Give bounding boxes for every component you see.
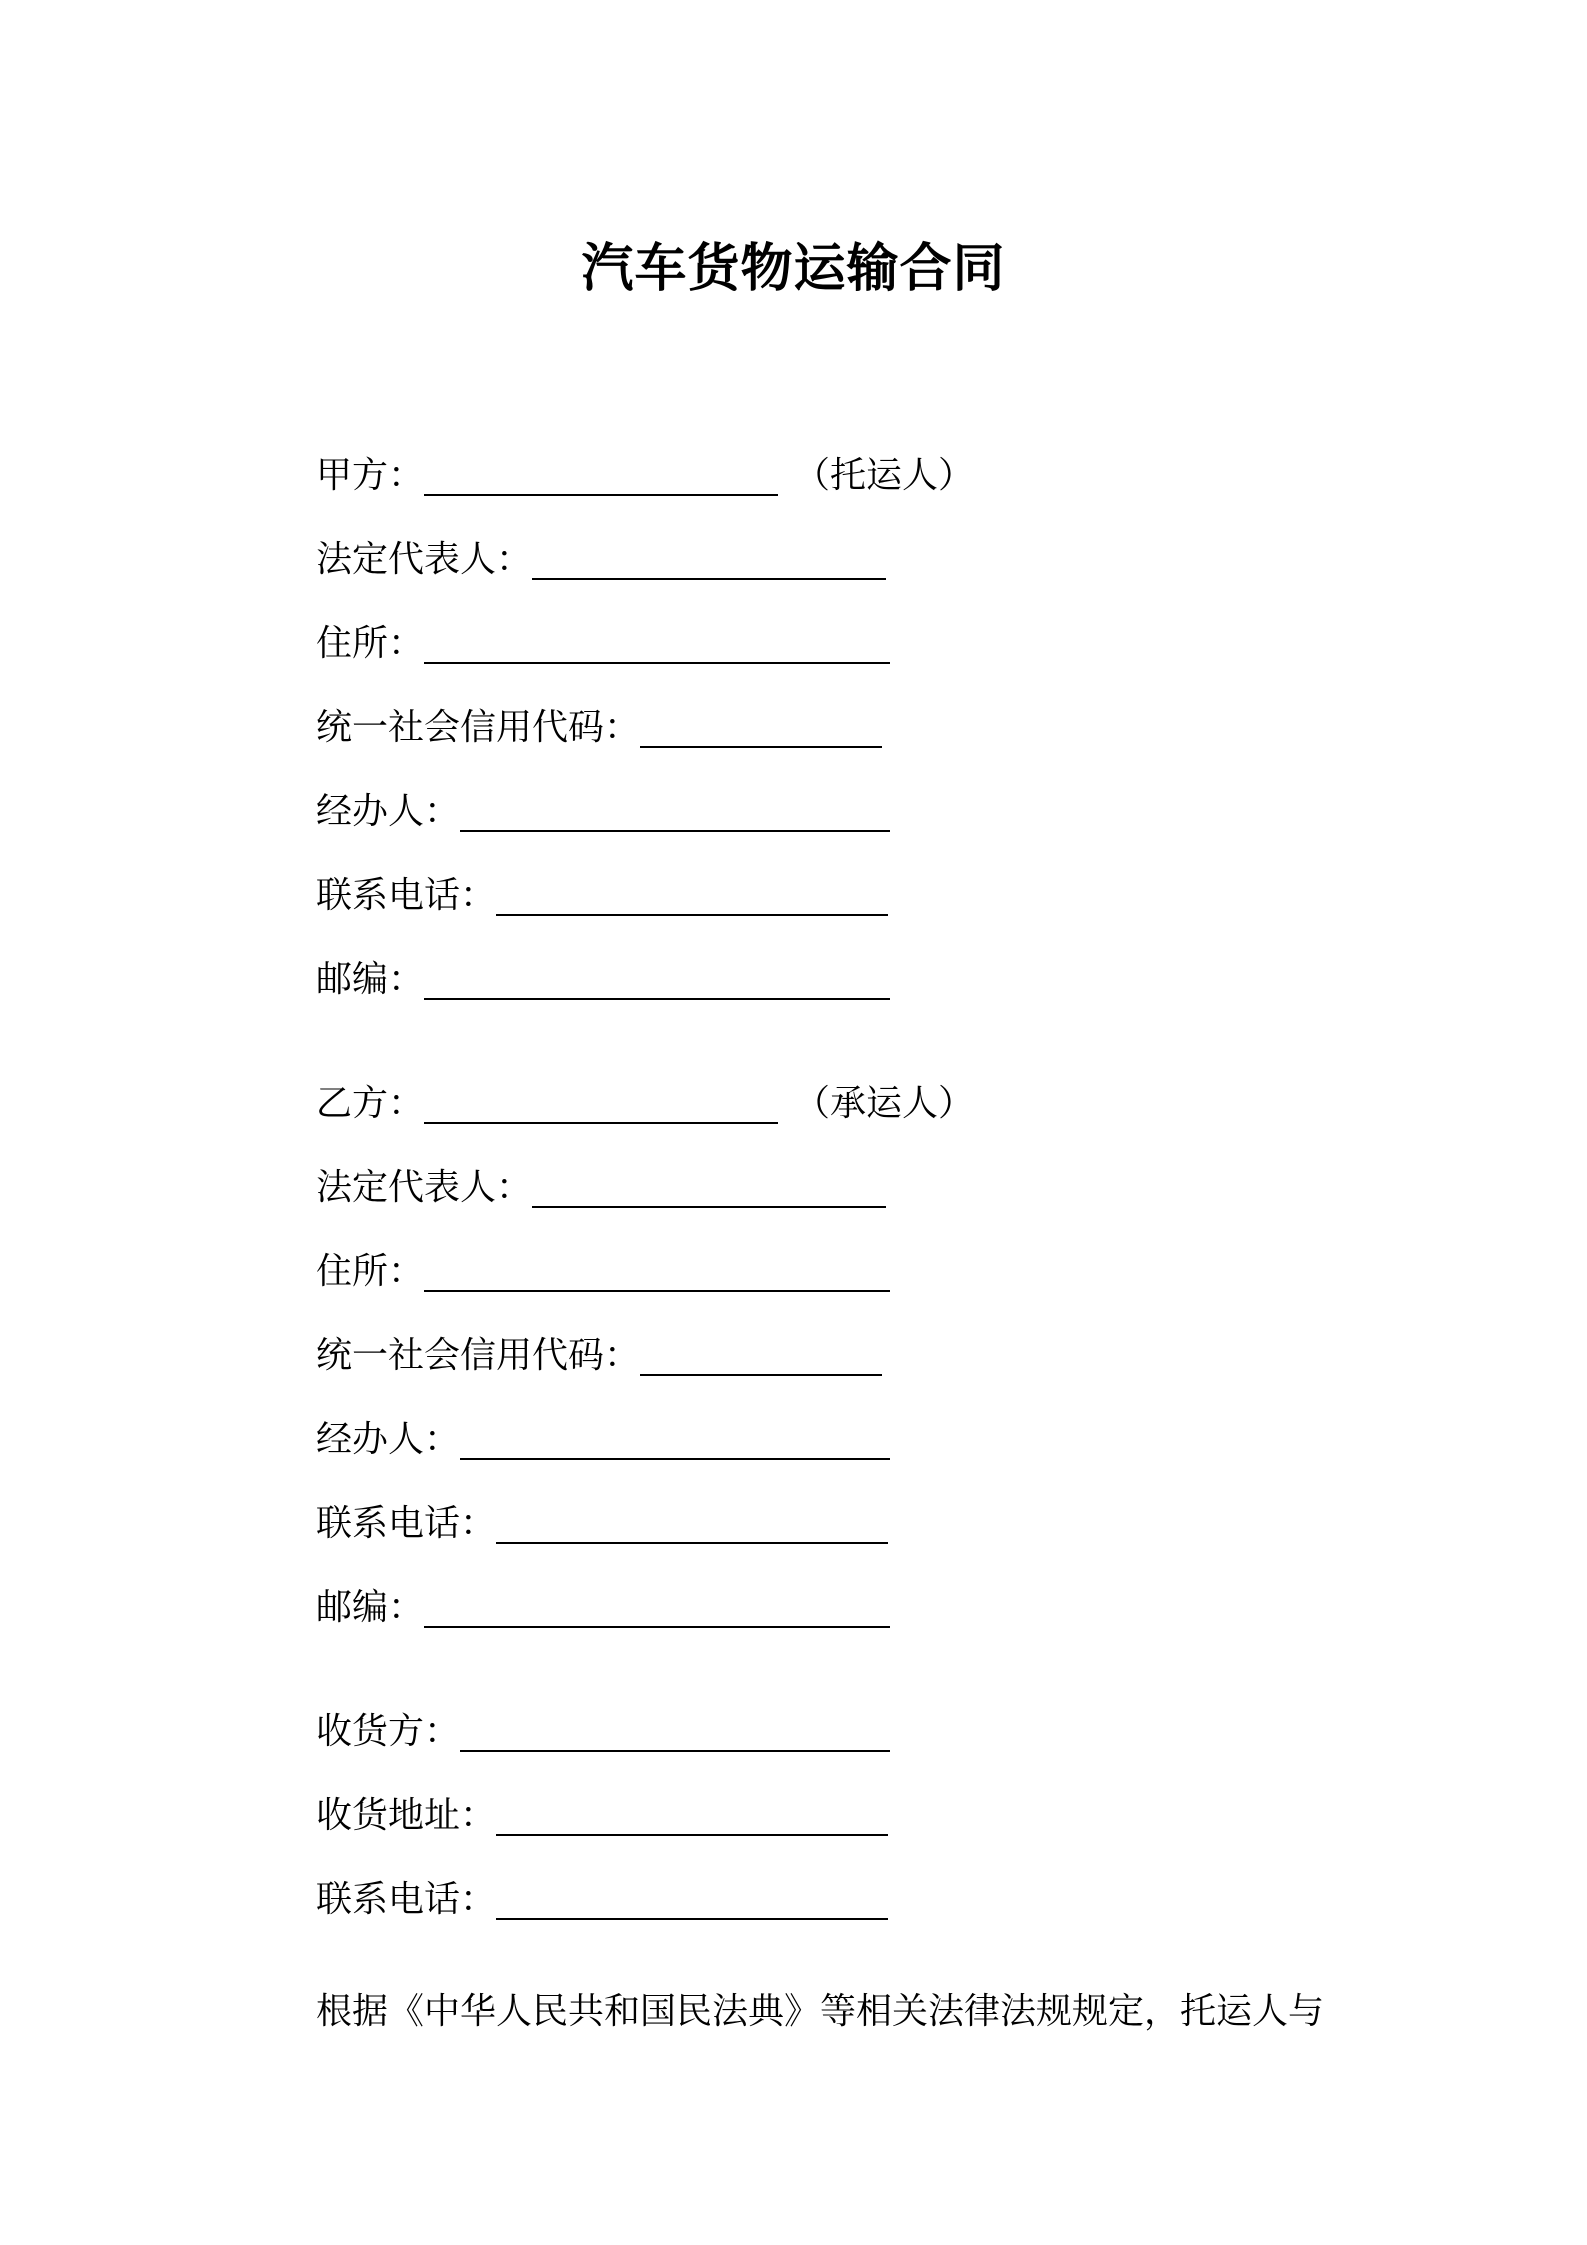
party-b-credit-code-label: 统一社会信用代码： [316, 1335, 641, 1376]
consignee-phone-label: 联系电话： [316, 1879, 497, 1920]
intro-paragraph: 根据《中华人民共和国民法典》等相关法律法规规定，托运人与 [316, 1991, 1325, 2032]
party-b-legal-rep-blank[interactable] [532, 1170, 886, 1208]
consignee-name-field [316, 1698, 890, 1754]
party-a-name-label: 甲方： [316, 455, 425, 496]
party-a-role: （托运人） [794, 455, 975, 496]
party-a-name-field [316, 442, 974, 498]
party-a-name-blank[interactable] [424, 458, 778, 496]
party-b-address-field [316, 1238, 890, 1294]
party-b-credit-code-field [316, 1322, 882, 1378]
party-b-agent-field [316, 1406, 890, 1462]
party-a-phone-blank[interactable] [496, 878, 888, 916]
party-a-credit-code-blank[interactable] [640, 710, 882, 748]
consignee-address-blank[interactable] [496, 1798, 888, 1836]
party-a-postcode-label: 邮编： [316, 959, 425, 1000]
party-b-role: （承运人） [794, 1083, 975, 1124]
party-a-legal-rep-field [316, 526, 886, 582]
party-a-postcode-blank[interactable] [424, 962, 890, 1000]
consignee-phone-blank[interactable] [496, 1882, 888, 1920]
party-b-postcode-blank[interactable] [424, 1590, 890, 1628]
party-b-postcode-field [316, 1574, 890, 1630]
party-b-legal-rep-label: 法定代表人： [316, 1167, 533, 1208]
party-a-phone-field [316, 862, 888, 918]
consignee-phone-field [316, 1866, 888, 1922]
party-b-postcode-label: 邮编： [316, 1587, 425, 1628]
party-a-legal-rep-label: 法定代表人： [316, 539, 533, 580]
party-b-name-label: 乙方： [316, 1083, 425, 1124]
consignee-address-field [316, 1782, 888, 1838]
document-title: 汽车货物运输合同 [581, 238, 1006, 299]
party-b-name-blank[interactable] [424, 1086, 778, 1124]
party-a-agent-field [316, 778, 890, 834]
party-b-address-label: 住所： [316, 1251, 425, 1292]
party-b-name-field [316, 1070, 974, 1126]
party-a-address-field [316, 610, 890, 666]
party-b-credit-code-blank[interactable] [640, 1338, 882, 1376]
party-b-phone-field [316, 1490, 888, 1546]
consignee-name-blank[interactable] [460, 1714, 890, 1752]
party-a-address-blank[interactable] [424, 626, 890, 664]
party-a-agent-blank[interactable] [460, 794, 890, 832]
party-b-phone-blank[interactable] [496, 1506, 888, 1544]
consignee-address-label: 收货地址： [316, 1795, 497, 1836]
party-a-credit-code-label: 统一社会信用代码： [316, 707, 641, 748]
party-a-agent-label: 经办人： [316, 791, 461, 832]
party-a-credit-code-field [316, 694, 882, 750]
party-a-phone-label: 联系电话： [316, 875, 497, 916]
party-a-address-label: 住所： [316, 623, 425, 664]
consignee-name-label: 收货方： [316, 1711, 461, 1752]
party-a-legal-rep-blank[interactable] [532, 542, 886, 580]
party-a-postcode-field [316, 946, 890, 1002]
party-b-legal-rep-field [316, 1154, 886, 1210]
party-b-agent-blank[interactable] [460, 1422, 890, 1460]
party-b-address-blank[interactable] [424, 1254, 890, 1292]
party-b-phone-label: 联系电话： [316, 1503, 497, 1544]
party-b-agent-label: 经办人： [316, 1419, 461, 1460]
